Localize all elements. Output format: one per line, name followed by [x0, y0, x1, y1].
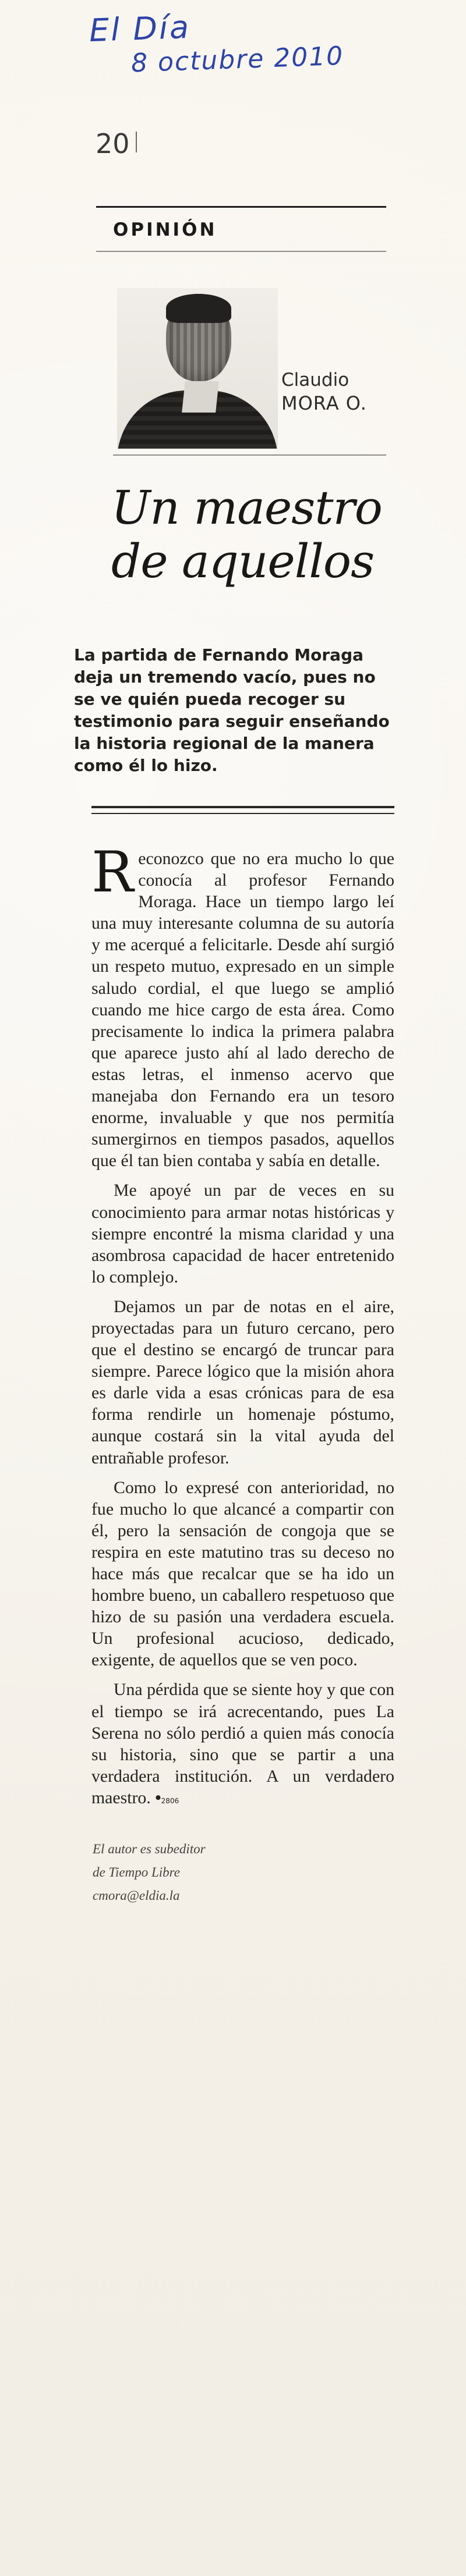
body-paragraph-1 [91, 840, 394, 1171]
author-footnote [93, 1838, 386, 1907]
article-headline [111, 481, 386, 588]
author-photo-hair [166, 294, 231, 323]
body-paragraph-5-text: Una pérdida que se siente hoy y que con el tiempo se irá acrecentando, pues La Serena no sólo perdió a quien más conocía su historia, sino que se partir a una verdadera institución. A un verdadero maestro. [91, 1680, 394, 1807]
article-lead: La partida de Fernando Moraga deja un tremendo vacío, pues no se ve quién pueda recoger su testimonio para seguir enseñando la historia regional de la manera como él lo hizo. [74, 645, 390, 775]
headline-line-2: de aquellos [111, 534, 375, 588]
author-photo-collar [182, 381, 219, 413]
author-divider [113, 454, 386, 456]
article-body [91, 840, 394, 1812]
page-number: 20 [96, 128, 130, 159]
section-label: OPINIÓN [113, 219, 217, 240]
handwritten-date: 8 octubre 2010 [130, 41, 345, 79]
article-column [74, 206, 394, 1907]
footnote-role: El autor es subeditor [93, 1842, 206, 1857]
body-paragraph-1-text: econozco que no era mucho lo que conocía al profesor Fernando Moraga. Hace un tiempo largo leí una muy interesante columna de su autoría y me acerqué a felicitarle. Desde ahí surgió un respeto mutuo, expresado en un simple saludo cordial, el que luego se amplió cuando me hice cargo de esta área. Como precisamente lo indica la primera palabra que aparece justo ahí al lado derecho de estas letras, el inmenso acervo que manejaba don Fernando era un tesoro enorme, invaluable y que nos permitía sumergirnos en tiempos pasados, aquellos que él tan bien contaba y sabía en detalle. [91, 849, 394, 1171]
author-last-name: MORA O. [281, 392, 367, 414]
drop-cap: R [91, 840, 134, 905]
top-rule [96, 206, 386, 208]
footnote-email: cmora@eldia.la [93, 1888, 180, 1903]
author-byline [281, 368, 367, 415]
lead-divider [91, 806, 394, 814]
headline-line-1: Un maestro [111, 481, 382, 535]
body-paragraph-5 [91, 1679, 394, 1812]
handwritten-date-note [89, 1, 417, 81]
footnote-section: de Tiempo Libre [93, 1865, 180, 1880]
body-paragraph-4: Como lo expresé con anterioridad, no fue mucho lo que alcancé a compartir con él, pero la sensación de congoja que se respira en este matutino tras su deceso no hace más que recalcar que se ha ido un hombre bueno, un caballero respetuoso que hizo de su pasión una verdadera escuela. Un profesional acucioso, dedicado, exigente, de aquellos que se ven poco. [91, 1477, 394, 1670]
author-photo [117, 288, 278, 449]
end-tag: 2806 [161, 1796, 179, 1805]
author-first-name: Claudio [281, 369, 350, 390]
handwritten-newspaper-name: El Día [88, 8, 192, 49]
body-paragraph-2: Me apoyé un par de veces en su conocimiento para armar notas históricas y siempre encontré la misma claridad y una asombrosa capacidad de hacer entretenido lo complejo. [91, 1181, 394, 1287]
body-paragraph-3: Dejamos un par de notas en el aire, proyectadas para un futuro cercano, pero que el destino se encargó de truncar para siempre. Parece lógico que la misión ahora es darle vida a esas crónicas para de esa forma rendirle un homenaje póstumo, aunque costará sin la vital ayuda del entrañable profesor. [91, 1296, 394, 1468]
author-box [96, 252, 386, 481]
end-mark: • [155, 1788, 161, 1807]
page-number-divider [136, 132, 137, 152]
lead-divider-thin [91, 813, 394, 814]
lead-divider-thick [91, 806, 394, 808]
